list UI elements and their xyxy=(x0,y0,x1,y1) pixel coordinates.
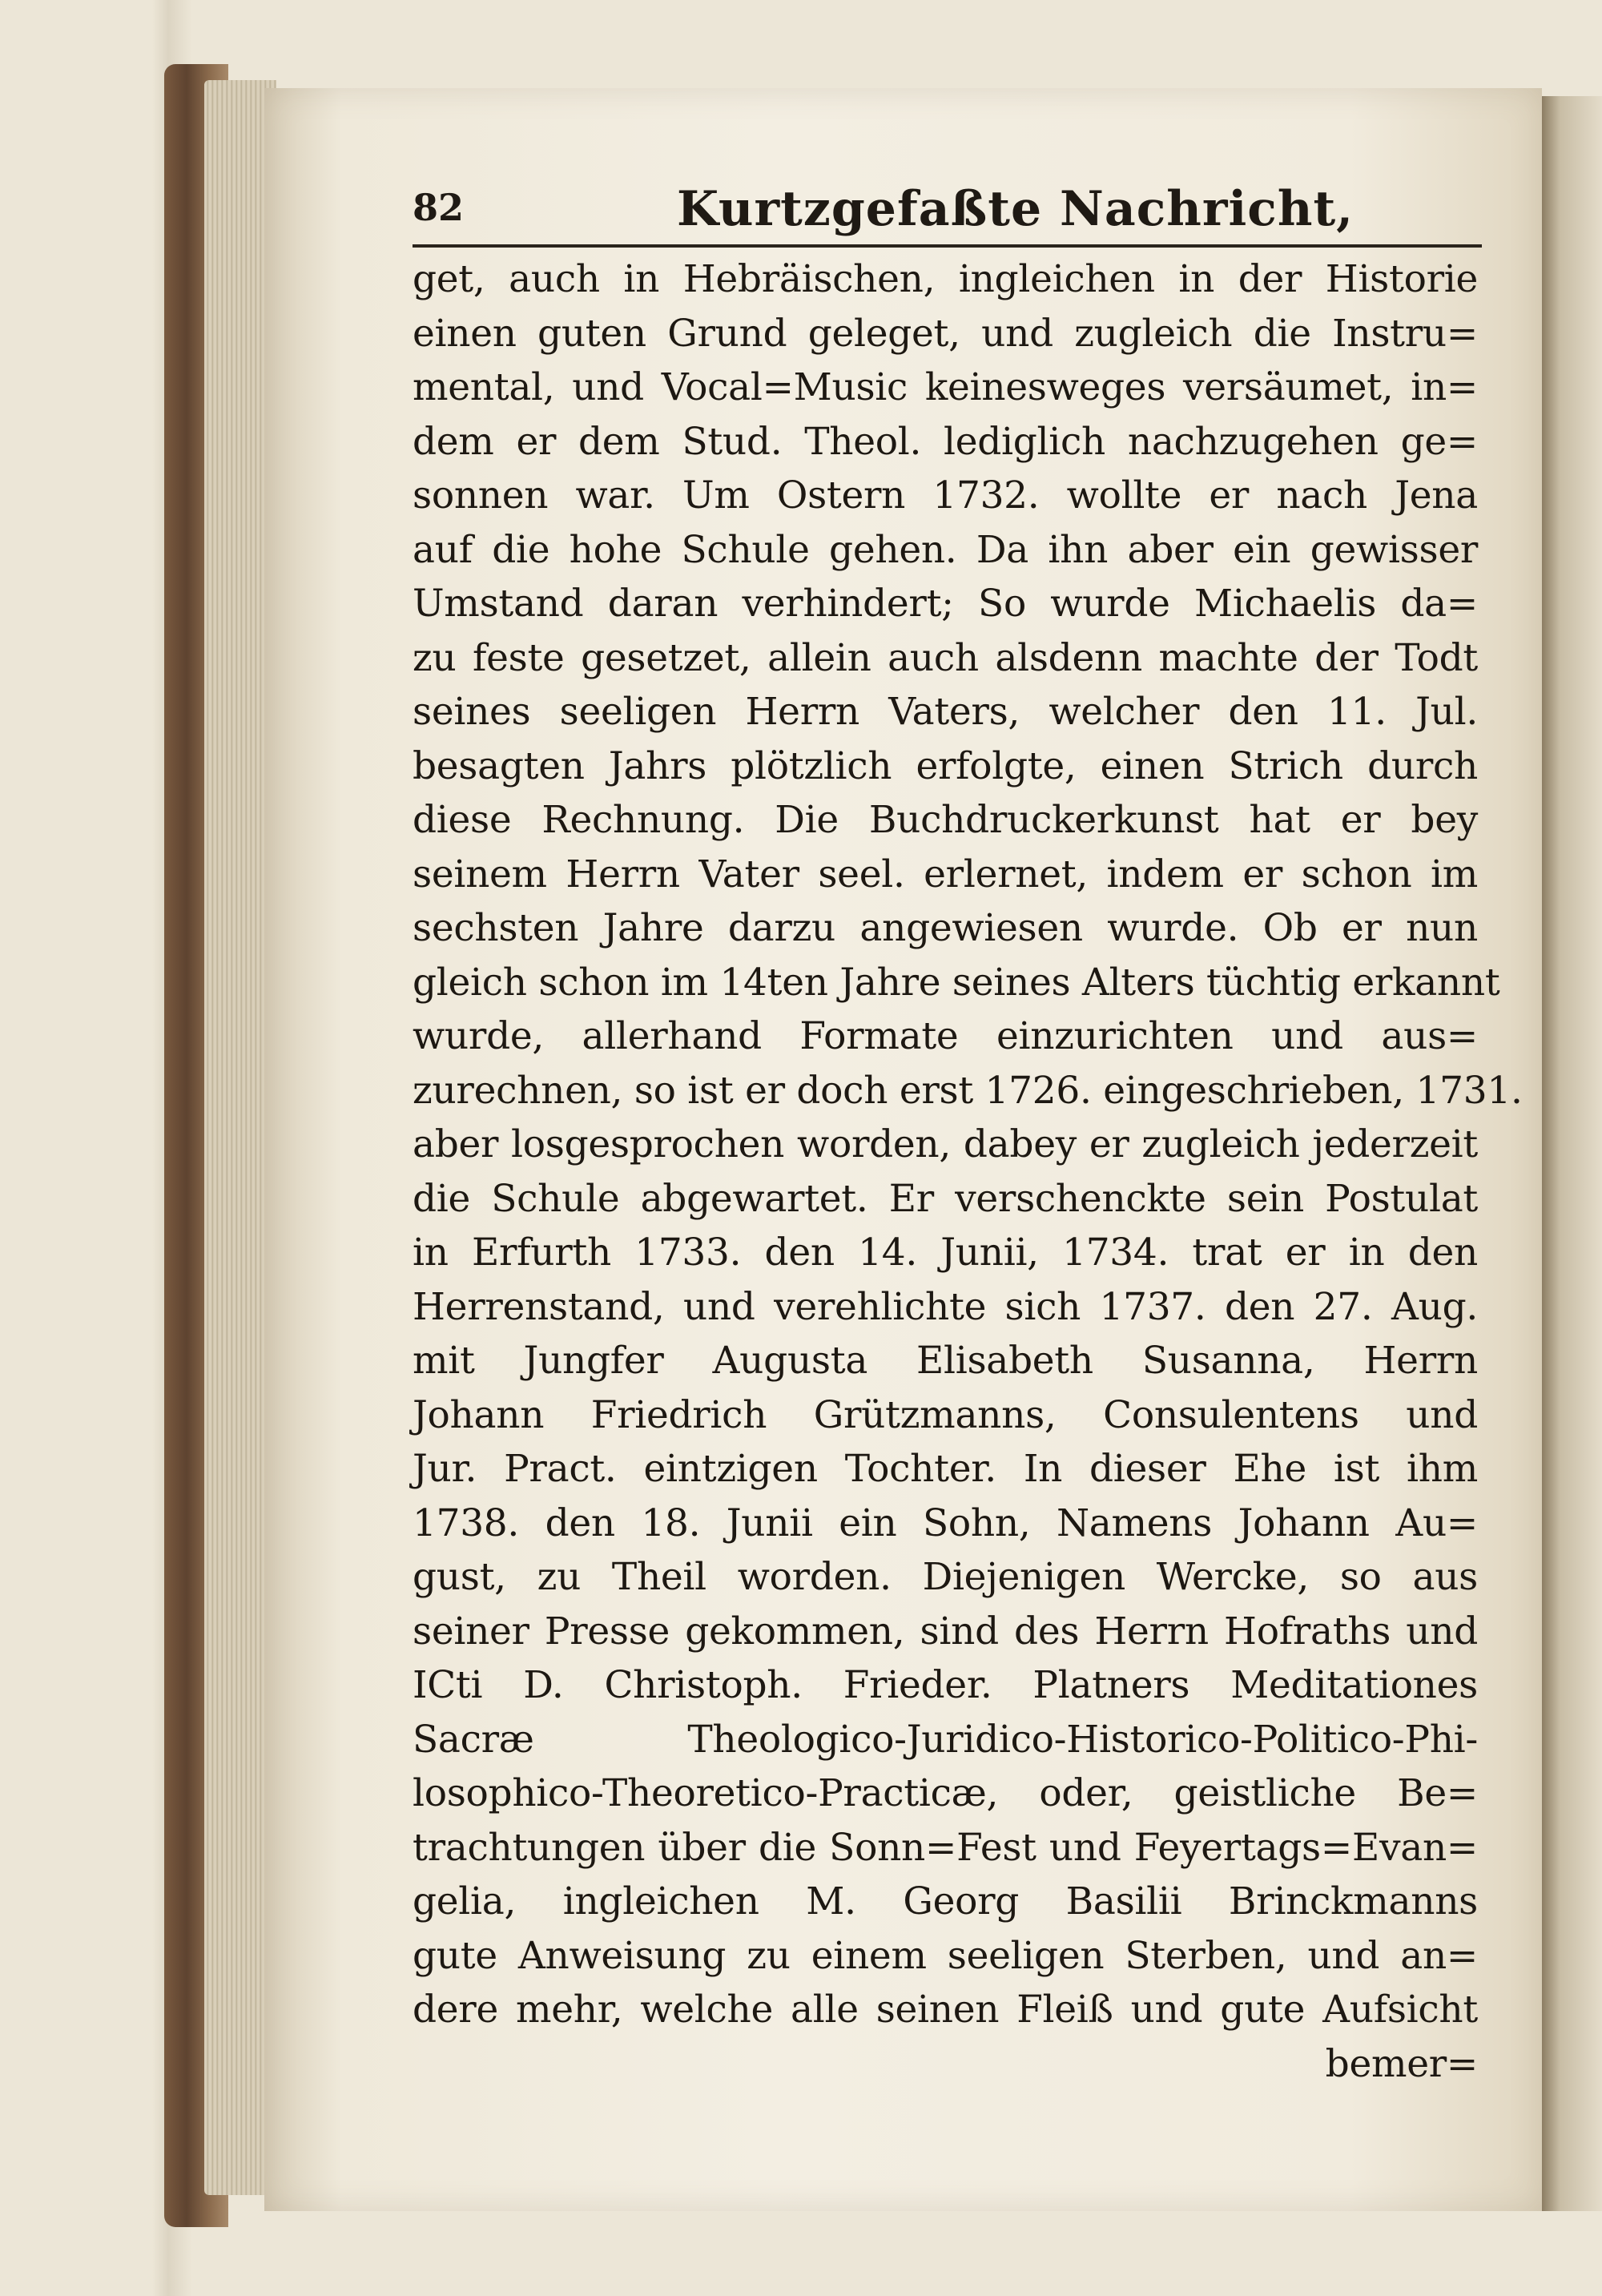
header-rule xyxy=(413,244,1482,248)
text-line: get, auch in Hebräischen, ingleichen in der Historie xyxy=(413,257,1478,301)
text-line: besagten Jahrs plötzlich erfolgte, einen Strich durch xyxy=(413,743,1478,788)
text-line: gute Anweisung zu einem seeligen Sterben, und an= xyxy=(413,1933,1478,1978)
text-line: aber losgesprochen worden, dabey er zugleich jederzeit xyxy=(413,1122,1478,1166)
text-line: trachtungen über die Sonn=Fest und Feyertags=Evan= xyxy=(413,1825,1478,1870)
text-line: dere mehr, welche alle seinen Fleiß und gute Aufsicht xyxy=(413,1988,1478,2032)
text-line: die Schule abgewartet. Er verschenckte sein Postulat xyxy=(413,1176,1478,1221)
text-line: sechsten Jahre darzu angewiesen wurde. Ob er nun xyxy=(413,906,1478,950)
text-line: seinem Herrn Vater seel. erlernet, indem er schon im xyxy=(413,852,1478,896)
text-line: seiner Presse gekommen, sind des Herrn Hofraths und xyxy=(413,1609,1478,1654)
text-line: Herrenstand, und verehlichte sich 1737. den 27. Aug. xyxy=(413,1284,1478,1329)
catchword: bemer= xyxy=(1325,2041,1478,2086)
text-line: Jur. Pract. eintzigen Tochter. In dieser Ehe ist ihm xyxy=(413,1447,1478,1491)
page-number: 82 xyxy=(413,186,465,229)
text-line: diese Rechnung. Die Buchdruckerkunst hat er bey xyxy=(413,798,1478,842)
text-line: Umstand daran verhindert; So wurde Michaelis da= xyxy=(413,582,1478,626)
text-line: zu feste gesetzet, allein auch alsdenn machte der Todt xyxy=(413,635,1478,680)
body-text xyxy=(413,252,1523,2091)
text-line: mit Jungfer Augusta Elisabeth Susanna, Herrn xyxy=(413,1339,1478,1383)
text-line: zurechnen, so ist er doch erst 1726. eingeschrieben, 1731. xyxy=(413,1068,1523,1113)
facing-page-shadow xyxy=(1542,96,1602,2211)
text-line: auf die hohe Schule gehen. Da ihn aber ein gewisser xyxy=(413,527,1478,572)
text-line: 1738. den 18. Junii ein Sohn, Namens Johann Au= xyxy=(413,1500,1478,1545)
text-line: einen guten Grund geleget, und zugleich die Instru= xyxy=(413,311,1478,356)
text-line: dem er dem Stud. Theol. lediglich nachzugehen ge= xyxy=(413,419,1478,464)
text-line: Sacræ Theologico-Juridico-Historico-Politico-Phi- xyxy=(413,1717,1478,1762)
text-line: sonnen war. Um Ostern 1732. wollte er nach Jena xyxy=(413,473,1478,518)
text-line: losophico-Theoretico-Practicæ, oder, geistliche Be= xyxy=(413,1771,1478,1815)
text-line: ICti D. Christoph. Frieder. Platners Meditationes xyxy=(413,1663,1478,1707)
text-line: gust, zu Theil worden. Diejenigen Wercke, so aus xyxy=(413,1555,1478,1599)
text-line: wurde, allerhand Formate einzurichten und aus= xyxy=(413,1014,1478,1058)
text-line: in Erfurth 1733. den 14. Junii, 1734. trat er in den xyxy=(413,1231,1478,1275)
running-title: Kurtzgefaßte Nachricht, xyxy=(677,181,1354,237)
text-line: gleich schon im 14ten Jahre seines Alters tüchtig erkannt xyxy=(413,960,1500,1005)
text-line: mental, und Vocal=Music keinesweges versäumet, in= xyxy=(413,365,1478,409)
page-header xyxy=(413,176,1470,248)
text-line: gelia, ingleichen M. Georg Basilii Brinckmanns xyxy=(413,1879,1478,1923)
text-line: Johann Friedrich Grützmanns, Consulentens und xyxy=(413,1392,1478,1437)
text-line: seines seeligen Herrn Vaters, welcher den 11. Jul. xyxy=(413,690,1478,734)
